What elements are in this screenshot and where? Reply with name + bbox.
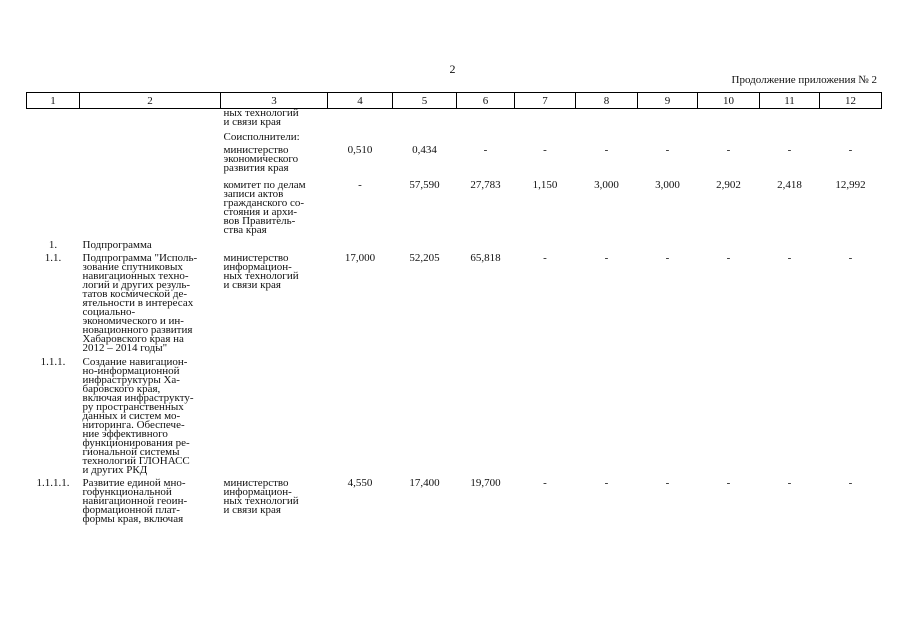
value-cell: - [726,477,731,489]
row-number: 1.1.1. [40,356,66,368]
continuation-label: Продолжение приложения № 2 [731,74,877,86]
executor: комитет по делам записи актов гражданского со- стояния и архи- вов Правитель- ства края [223,179,306,236]
value-cell: - [604,144,609,156]
row-number [27,127,80,142]
executor: Соисполнители: [223,131,300,143]
value-cell: - [543,477,547,489]
row-number: 1.1. [44,252,62,264]
value-cell [393,127,457,142]
value-cell [698,109,760,128]
value-cell [515,235,576,250]
col-header: 2 [80,93,221,109]
col-header: 9 [638,93,698,109]
executor [221,353,328,475]
measure-name [80,109,221,128]
table-row [27,173,882,235]
col-header: 4 [328,93,393,109]
value-cell [820,353,882,475]
value-cell [760,235,820,250]
value-cell [457,235,515,250]
header-row [27,93,882,109]
value-cell [638,235,698,250]
value-cell: 57,590 [409,179,440,191]
value-cell: - [604,252,609,264]
value-cell [457,353,515,475]
row-number: 1. [48,239,58,251]
value-cell [698,353,760,475]
col-header: 7 [515,93,576,109]
col-header: 6 [457,93,515,109]
value-cell [457,127,515,142]
col-header: 8 [576,93,638,109]
value-cell [393,235,457,250]
value-cell: - [358,179,362,191]
value-cell [576,353,638,475]
measure-name: Подпрограмма [82,239,152,251]
col-header: 5 [393,93,457,109]
value-cell: 2,418 [777,179,802,191]
table-row [27,353,882,475]
value-cell: - [543,144,547,156]
value-cell: - [665,144,670,156]
value-cell: 4,550 [347,477,373,489]
value-cell [760,127,820,142]
value-cell [515,127,576,142]
value-cell: 17,000 [344,252,376,264]
value-cell [760,353,820,475]
measure-name [80,127,221,142]
value-cell: - [787,477,792,489]
value-cell: - [665,252,670,264]
col-header: 1 [27,93,80,109]
measure-name [80,173,221,235]
value-cell: - [787,252,792,264]
value-cell [638,109,698,128]
value-cell: 2,902 [716,179,741,191]
value-cell [638,353,698,475]
value-cell: 12,992 [835,179,866,191]
value-cell [515,109,576,128]
value-cell: - [483,144,488,156]
value-cell: - [726,144,731,156]
value-cell: - [604,477,609,489]
row-number: 1.1.1.1. [36,477,70,489]
value-cell: 0,510 [347,144,373,156]
value-cell [760,109,820,128]
executor: министерство экономического развития края [223,144,299,174]
value-cell: - [543,252,547,264]
value-cell [820,109,882,128]
executor [221,235,328,250]
executor: министерство информацион- ных технологий и связи края [223,477,299,516]
executor: ных технологий и связи края [223,107,299,128]
value-cell [457,109,515,128]
table-row [27,109,882,128]
col-header: 11 [760,93,820,109]
value-cell [698,127,760,142]
row-number [27,142,80,173]
value-cell [328,235,393,250]
table-row [27,475,882,524]
value-cell [576,235,638,250]
value-cell [328,109,393,128]
value-cell [820,235,882,250]
value-cell: - [665,477,670,489]
measure-name: Подпрограмма "Исполь- зование спутниковых навигационных техно- логий и других резуль- татов космической де- ятельности в интересах социально- экономического и ин- новационного развития Хабаровского края на 2012 – 2014 годы" [82,252,198,354]
value-cell [515,353,576,475]
value-cell [576,109,638,128]
table-row [27,250,882,353]
value-cell [576,127,638,142]
value-cell: 65,818 [470,252,501,264]
value-cell: 17,400 [409,477,440,489]
value-cell [638,127,698,142]
col-header: 12 [820,93,882,109]
value-cell: - [848,144,853,156]
value-cell: - [726,252,731,264]
value-cell [393,353,457,475]
row-number [27,173,80,235]
table-row [27,235,882,250]
program-table [26,92,882,524]
value-cell [393,109,457,128]
col-header: 10 [698,93,760,109]
value-cell: - [848,477,853,489]
value-cell [328,353,393,475]
table-row [27,142,882,173]
executor: министерство информацион- ных технологий и связи края [223,252,299,291]
value-cell: - [848,252,853,264]
measure-name: Создание навигацион- но-информационной инфраструктуры Ха- баровского края, включая инфраструкту- ру пространственных данных и систем мо- ниторинга. Обеспече- ние эффективного функционирования ре- гиональной системы технологий ГЛОНАСС и других РКД [82,356,194,476]
value-cell: 0,434 [412,144,437,156]
measure-name: Развитие единой мно- гофункциональной навигационной геоин- формационной плат- формы края, включая [82,477,188,525]
measure-name [80,142,221,173]
value-cell: 27,783 [470,179,501,191]
value-cell: 3,000 [594,179,619,191]
value-cell: 19,700 [470,477,501,489]
value-cell [820,127,882,142]
row-number [27,109,80,128]
value-cell [698,235,760,250]
page-number: 2 [449,62,456,76]
value-cell: 1,150 [532,179,558,191]
value-cell: - [787,144,792,156]
value-cell: 3,000 [655,179,680,191]
table-row [27,127,882,142]
value-cell [328,127,393,142]
value-cell: 52,205 [409,252,440,264]
table-body [27,109,882,525]
col-header: 3 [221,93,328,109]
